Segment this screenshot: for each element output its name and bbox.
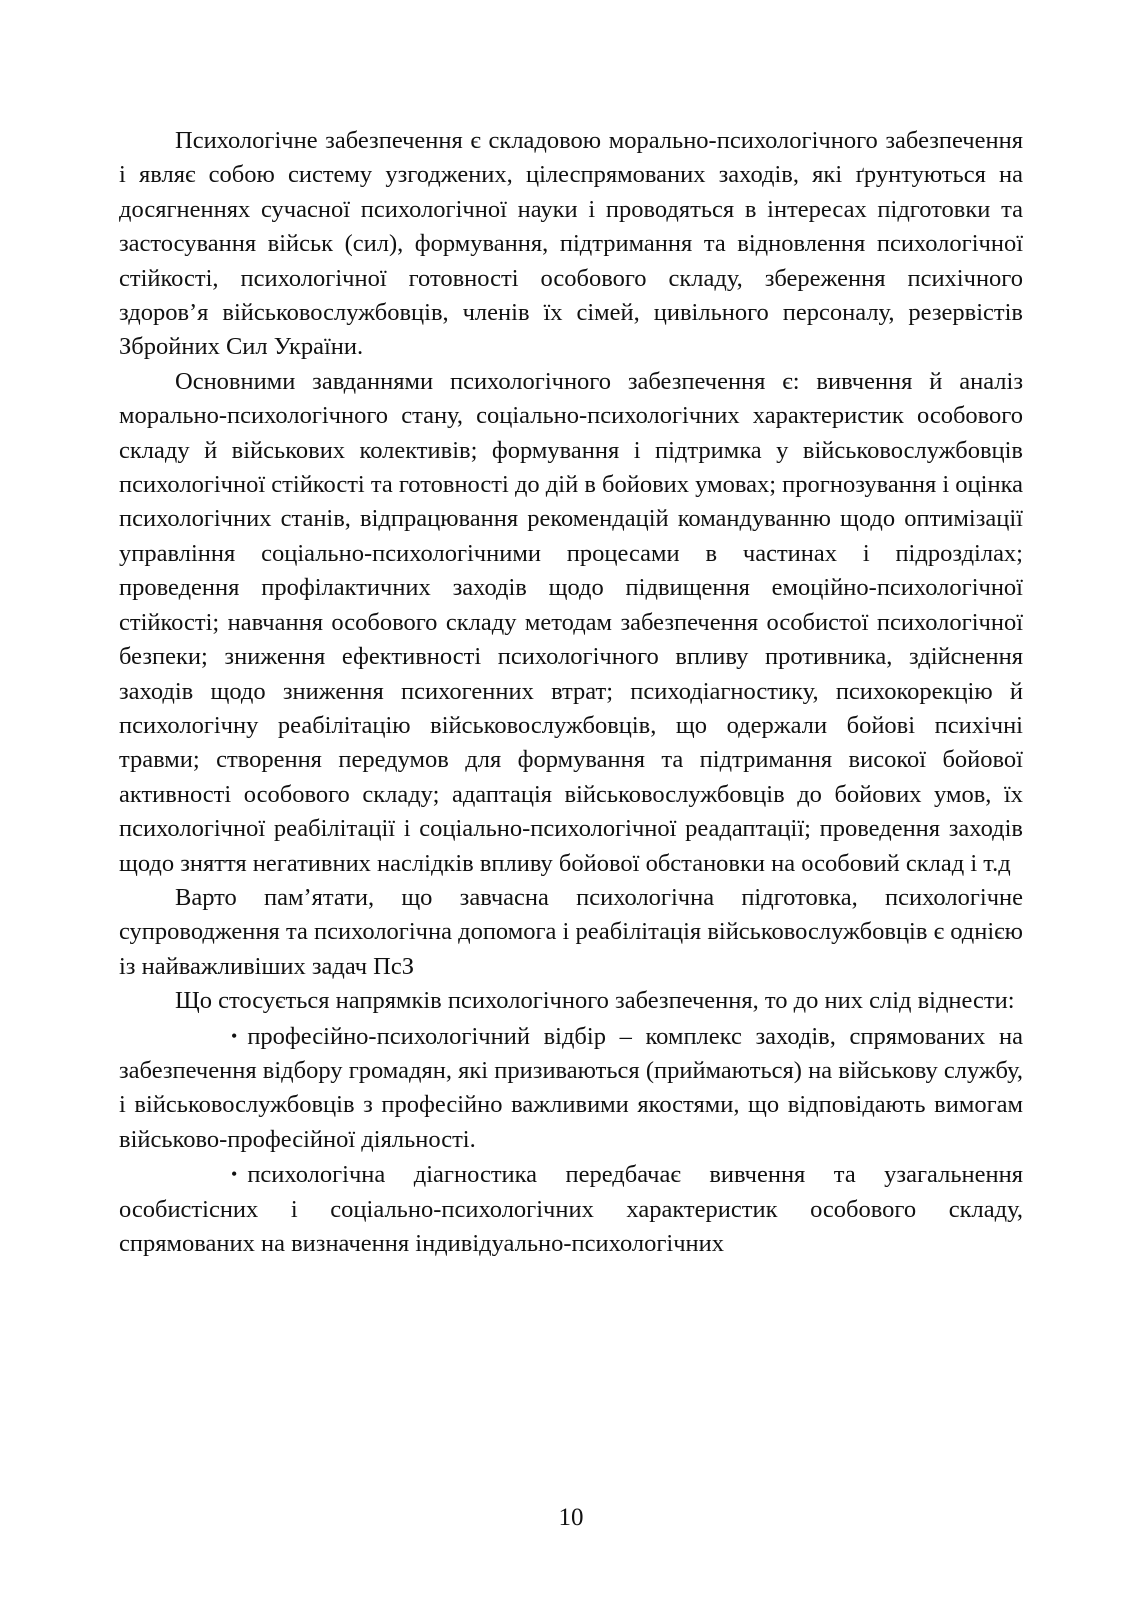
paragraph-psychological-support-definition: Психологічне забезпечення є складовою морально-психологічного забезпечення і являє собою систему узгоджених, цілеспрямованих заходів, які ґрунтуються на досягненнях сучасної психологічної науки і проводяться в інтересах підготовки та застосування військ (сил), формування, підтримання та відновлення психологічної стійкості, психологічної готовності особового складу, збереження психічного здоров’я військовослужбовців, членів їх сімей, цивільного персоналу, резервістів Збройних Сил України. [119, 127, 1023, 361]
paragraph-remember: Варто пам’ятати, що завчасна психологічна підготовка, психологічне супроводження та психологічна допомога і реабілітація військовослужбовців є однією із найважливіших задач ПсЗ [119, 883, 1023, 980]
bullet-icon: • [231, 1025, 238, 1046]
paragraph-directions-intro: Що стосується напрямків психологічного забезпечення, то до них слід віднести: [175, 987, 1015, 1015]
page-number: 10 [558, 1504, 584, 1531]
bullet-text: психологічна діагностика передбачає вивчення та узагальнення особистісних і соціально-психологічних характеристик особового складу, спрямованих на визначення індивідуально-психологічних [119, 1161, 1023, 1257]
bullet-item-psychological-diagnostics [119, 1157, 1023, 1261]
body-text [119, 124, 1023, 1261]
paragraph-main-tasks: Основними завданнями психологічного забезпечення є: вивчення й аналіз морально-психологічного стану, соціально-психологічних характеристик особового складу й військових колективів; формування і підтримка у військовослужбовців психологічної стійкості та готовності до дій в бойових умовах; прогнозування і оцінка психологічних станів, відпрацювання рекомендацій командуванню щодо оптимізації управління соціально-психологічними процесами в частинах і підрозділах; проведення профілактичних заходів щодо підвищення емоційно-психологічної стійкості; навчання особового складу методам забезпечення особистої психологічної безпеки; зниження ефективності психологічного впливу противника, здійснення заходів щодо зниження психогенних втрат; психодіагностику, психокорекцію й психологічну реабілітацію військовослужбовців, що одержали бойові психічні травми; створення передумов для формування та підтримання високої бойової активності особового складу; адаптація військовослужбовців до бойових умов, їх психологічної реабілітації і соціально-психологічної реадаптації; проведення заходів щодо зняття негативних наслідків впливу бойової обстановки на особовий склад і т.д [119, 367, 1023, 877]
bullet-text: професійно-психологічний відбір – комплекс заходів, спрямованих на забезпечення відбору громадян, які призиваються (приймаються) на військову службу, і військовослужбовців з професійно важливими якостями, що відповідають вимогам військово-професійної діяльності. [119, 1022, 1023, 1153]
bullet-item-professional-selection [119, 1019, 1023, 1158]
bullet-icon: • [231, 1164, 238, 1185]
